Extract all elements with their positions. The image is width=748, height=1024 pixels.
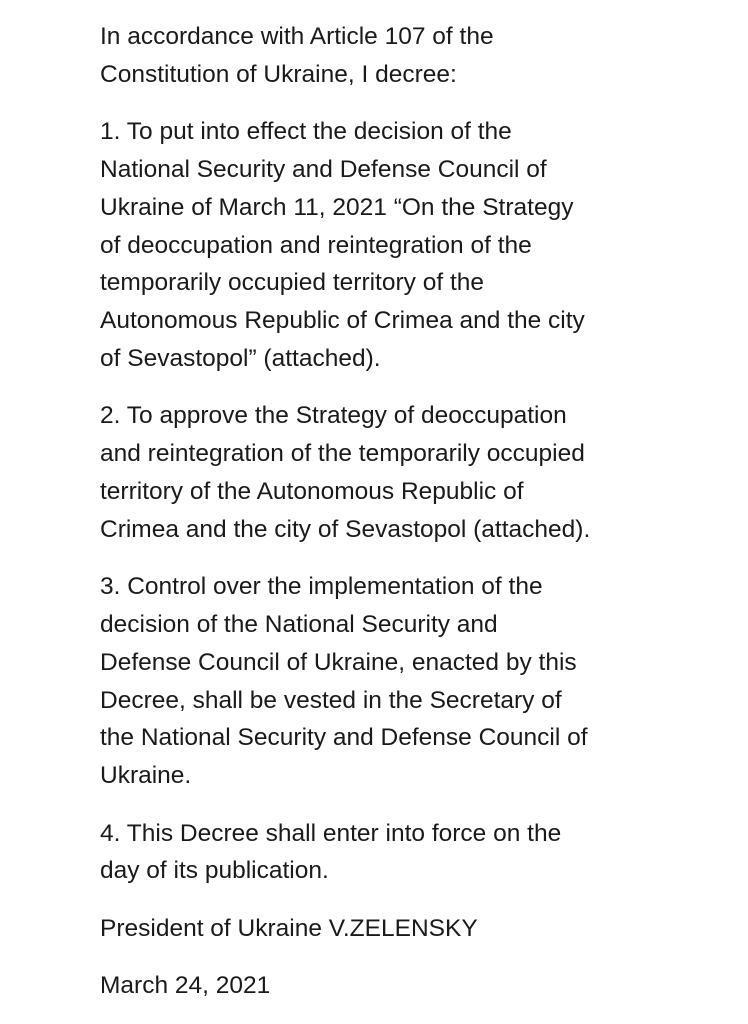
item-1-paragraph	[100, 113, 700, 378]
text-line: Ukraine.	[100, 762, 192, 790]
text-line: temporarily occupied territory of the	[100, 269, 484, 297]
text-line: 1. To put into effect the decision of the	[100, 118, 512, 146]
text-line: of Sevastopol” (attached).	[100, 344, 381, 372]
signature-paragraph	[100, 910, 700, 948]
decree-document	[100, 18, 700, 1024]
text-line: Decree, shall be vested in the Secretary of	[100, 686, 562, 714]
text-line: day of its publication.	[100, 857, 329, 885]
preamble-paragraph	[100, 18, 700, 94]
date-line: March 24, 2021	[100, 972, 271, 1000]
text-line: In accordance with Article 107 of the	[100, 23, 494, 50]
item-4-paragraph	[100, 815, 700, 891]
text-line: territory of the Autonomous Republic of	[100, 477, 524, 505]
text-line: Crimea and the city of Sevastopol (attached).	[100, 515, 591, 543]
item-3-paragraph	[100, 568, 700, 795]
text-line: Defense Council of Ukraine, enacted by this	[100, 648, 577, 676]
text-line: the National Security and Defense Council of	[100, 724, 588, 752]
text-line: National Security and Defense Council of	[100, 155, 547, 183]
date-paragraph	[100, 967, 700, 1005]
item-2-paragraph	[100, 397, 700, 548]
signature-line: President of Ukraine V.ZELENSKY	[100, 914, 478, 942]
text-line: Constitution of Ukraine, I decree:	[100, 60, 457, 88]
text-line: 3. Control over the implementation of the	[100, 573, 543, 601]
text-line: 4. This Decree shall enter into force on the	[100, 819, 562, 847]
text-line: 2. To approve the Strategy of deoccupation	[100, 402, 567, 430]
text-line: of deoccupation and reintegration of the	[100, 231, 532, 259]
text-line: Ukraine of March 11, 2021 “On the Strategy	[100, 193, 574, 221]
text-line: and reintegration of the temporarily occupied	[100, 440, 585, 468]
text-line: Autonomous Republic of Crimea and the city	[100, 307, 585, 335]
text-line: decision of the National Security and	[100, 610, 498, 638]
